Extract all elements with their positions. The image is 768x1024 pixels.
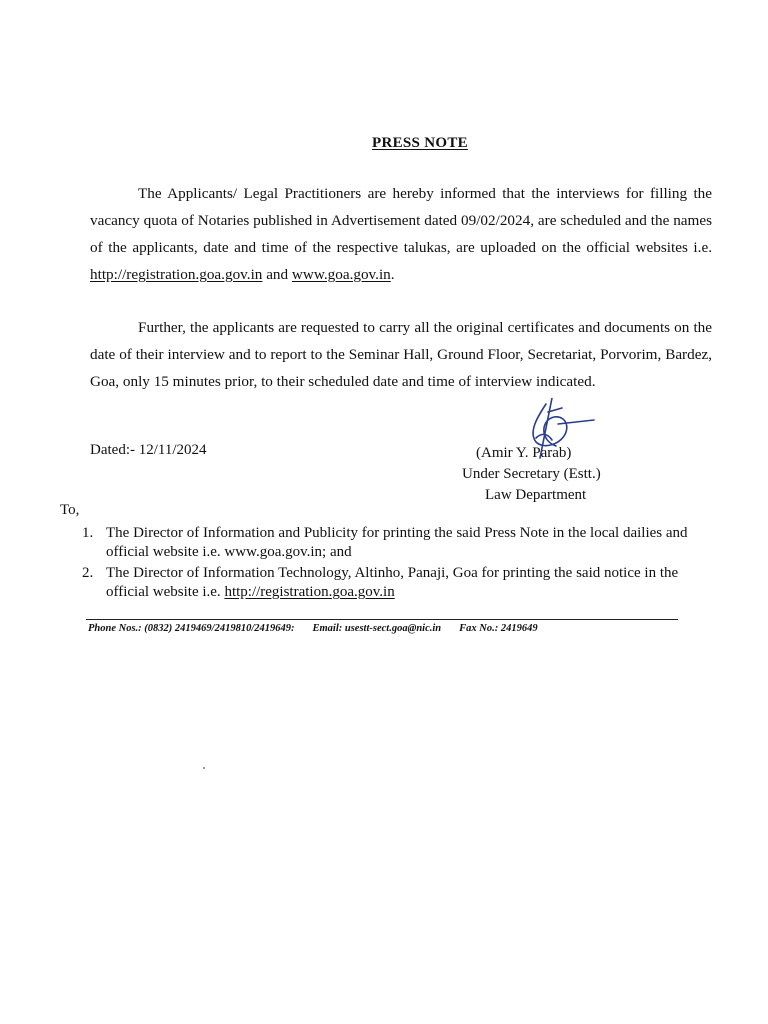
- list-item-text: The Director of Information and Publicity for printing the said Press Note in the local dailies and official website i.e. www.goa.gov.in; and: [106, 525, 688, 560]
- signatory-name: (Amir Y. Parab): [476, 445, 572, 461]
- document-title: PRESS NOTE: [372, 135, 468, 151]
- to-label: To,: [60, 502, 80, 518]
- list-number: 1.: [82, 525, 94, 541]
- goa-website-link[interactable]: www.goa.gov.in: [291, 266, 391, 283]
- paragraph-text: and: [262, 266, 292, 283]
- footer-contact: [88, 623, 556, 634]
- paragraph-text: .: [390, 266, 395, 283]
- list-number: 2.: [82, 565, 94, 581]
- scan-speck: [203, 767, 205, 769]
- paragraph-text: The Applicants/ Legal Practitioners are hereby informed that the interviews for filling the vacancy quota of Notaries published in Advertisement dated 09/02/2024, are scheduled and the names of the applicants, date and time of the respective talukas, are uploaded on the official websites i.e.: [90, 185, 712, 256]
- paragraph-instructions: Further, the applicants are requested to carry all the original certificates and documents on the date of their interview and to report to the Seminar Hall, Ground Floor, Secretariat, Porvorim, Bardez, Goa, only 15 minutes prior, to their scheduled date and time of interview indicated.: [90, 319, 712, 390]
- footer-fax: Fax No.: 2419649: [459, 623, 538, 634]
- list-item-text: The Director of Information Technology, Altinho, Panaji, Goa for printing the said notice in the official website i.e.: [106, 565, 679, 600]
- signatory-department: Law Department: [485, 487, 587, 503]
- footer-divider: [86, 619, 678, 620]
- date-line: Dated:- 12/11/2024: [90, 442, 207, 458]
- footer-phone: Phone Nos.: (0832) 2419469/2419810/2419649:: [88, 623, 295, 634]
- registration-website-link[interactable]: http://registration.goa.gov.in: [224, 584, 395, 600]
- list-item: [60, 524, 718, 562]
- footer-email: Email: usestt-sect.goa@nic.in: [312, 623, 442, 634]
- list-item: [60, 564, 718, 602]
- signatory-designation: Under Secretary (Estt.): [462, 466, 601, 482]
- registration-website-link[interactable]: http://registration.goa.gov.in: [90, 266, 263, 283]
- recipient-list: [60, 524, 718, 604]
- paragraph-interview-notice: [90, 180, 712, 288]
